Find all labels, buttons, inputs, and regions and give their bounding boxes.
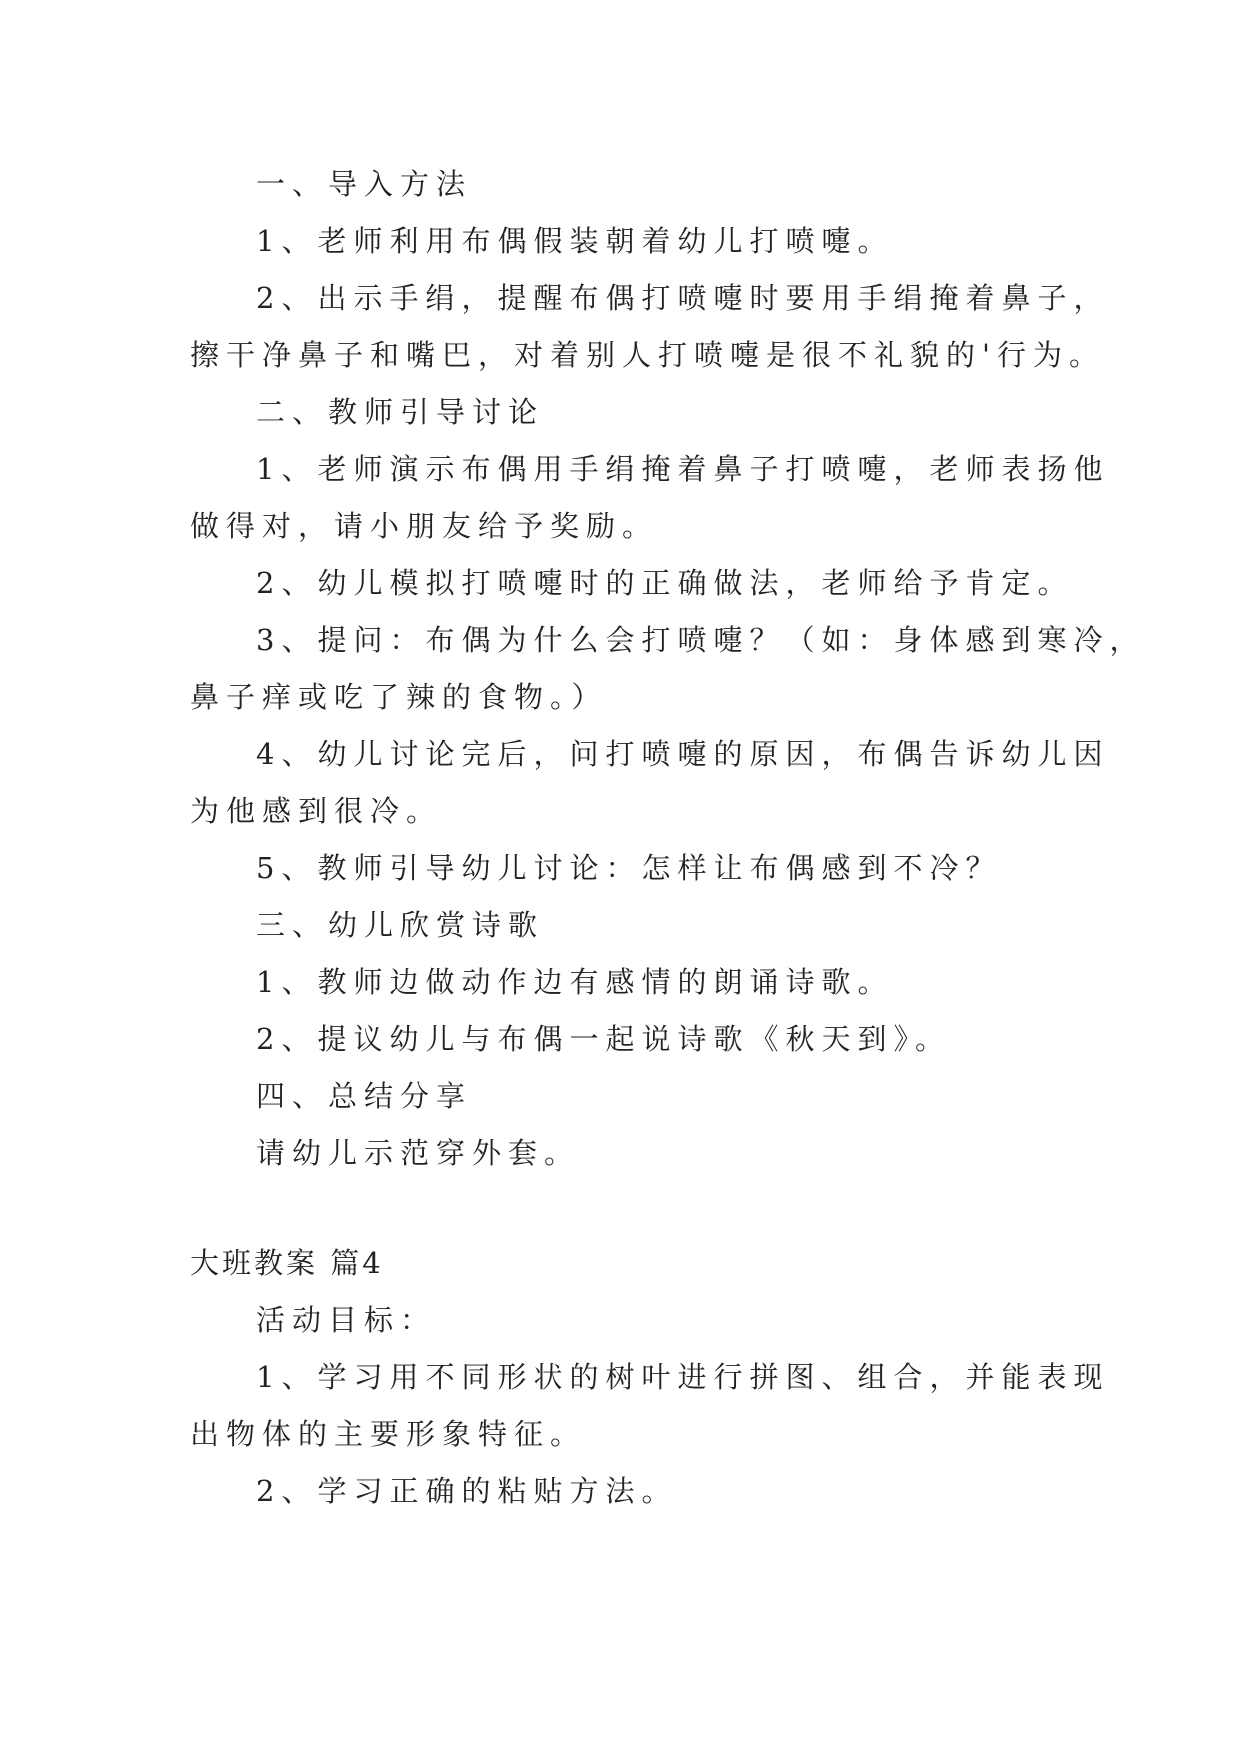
paragraph-continuation: 鼻子痒或吃了辣的食物。）: [190, 680, 608, 714]
paragraph: 2、出示手绢，提醒布偶打喷嚏时要用手绢掩着鼻子，: [256, 281, 1110, 315]
paragraph: 2、幼儿模拟打喷嚏时的正确做法，老师给予肯定。: [256, 566, 1074, 600]
paragraph: 1、教师边做动作边有感情的朗诵诗歌。: [256, 965, 894, 999]
part-title: 大班教案 篇4: [190, 1246, 384, 1280]
paragraph: 2、提议幼儿与布偶一起说诗歌《秋天到》。: [256, 1022, 951, 1056]
section-heading: 活动目标：: [256, 1303, 437, 1337]
paragraph: 4、幼儿讨论完后，问打喷嚏的原因，布偶告诉幼儿因: [256, 737, 1110, 771]
paragraph: 请幼儿示范穿外套。: [256, 1136, 581, 1170]
paragraph: 3、提问：布偶为什么会打喷嚏？（如：身体感到寒冷，: [256, 623, 1146, 657]
section-heading: 四、总结分享: [256, 1079, 473, 1113]
paragraph: 5、教师引导幼儿讨论：怎样让布偶感到不冷？: [256, 851, 1002, 885]
paragraph-continuation: 擦干净鼻子和嘴巴，对着别人打喷嚏是很不礼貌的'行为。: [190, 338, 1105, 372]
paragraph: 2、学习正确的粘贴方法。: [256, 1474, 678, 1508]
paragraph-continuation: 为他感到很冷。: [190, 794, 443, 828]
paragraph: 1、老师演示布偶用手绢掩着鼻子打喷嚏，老师表扬他: [256, 452, 1110, 486]
section-heading: 三、幼儿欣赏诗歌: [256, 908, 545, 942]
paragraph-continuation: 做得对，请小朋友给予奖励。: [190, 509, 659, 543]
section-heading: 二、教师引导讨论: [256, 395, 545, 429]
section-heading: 一、导入方法: [256, 167, 473, 201]
paragraph: 1、老师利用布偶假装朝着幼儿打喷嚏。: [256, 224, 894, 258]
paragraph-continuation: 出物体的主要形象特征。: [190, 1417, 587, 1451]
paragraph: 1、学习用不同形状的树叶进行拼图、组合，并能表现: [256, 1360, 1110, 1394]
